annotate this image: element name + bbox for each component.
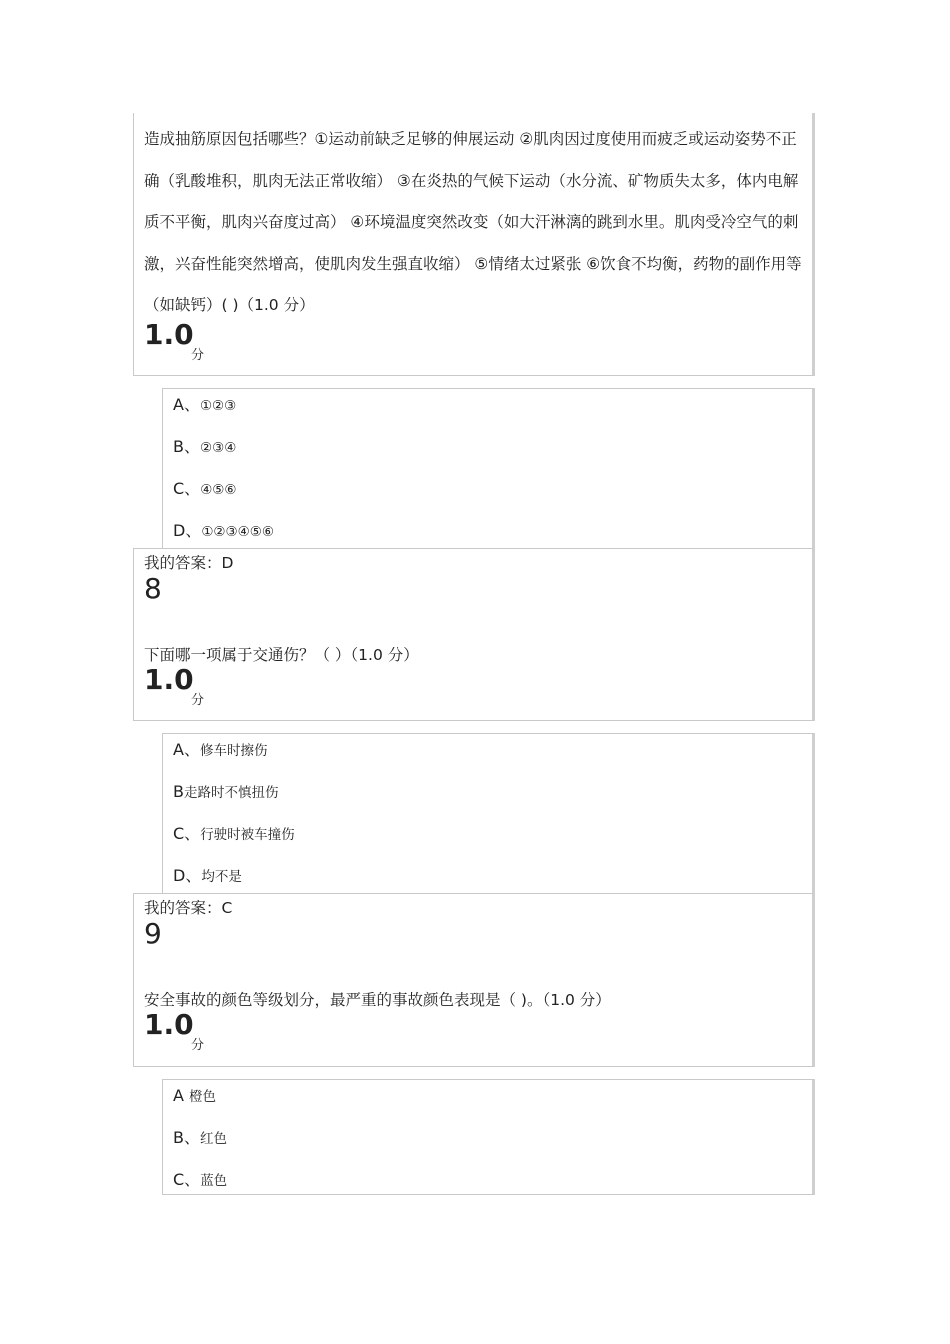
question-9-number: 9: [144, 917, 162, 950]
option-b[interactable]: [173, 439, 236, 456]
question-8-score: 1.0: [144, 663, 194, 696]
option-text: 均不是: [201, 869, 242, 885]
question-8-options: [162, 733, 815, 893]
question-9-score: 1.0: [144, 1008, 194, 1041]
option-key: A: [173, 1086, 184, 1105]
option-d[interactable]: [173, 523, 274, 540]
question-8-number: 8: [144, 572, 162, 605]
option-text: 蓝色: [200, 1173, 228, 1189]
option-b[interactable]: [173, 1130, 227, 1147]
option-text: ①②③④⑤⑥: [201, 524, 274, 540]
option-c[interactable]: [173, 481, 237, 498]
option-key: B、: [173, 1128, 200, 1147]
option-text: ④⑤⑥: [200, 482, 237, 498]
question-9-options: [162, 1079, 815, 1195]
question-7-score-unit: 分: [191, 348, 205, 363]
option-key: D、: [173, 521, 202, 540]
option-text: ②③④: [199, 440, 237, 456]
question-8-box: [133, 572, 815, 721]
option-a[interactable]: [173, 1088, 216, 1105]
question-7-text: 造成抽筋原因包括哪些？①运动前缺乏足够的伸展运动 ②肌肉因过度使用而疲乏或运动姿势不正确（乳酸堆积，肌肉无法正常收缩） ③在炎热的气候下运动（水分流、矿物质失太多，体内电解质不平衡，肌肉兴奋度过高） ④环境温度突然改变（如大汗淋漓的跳到水里。肌肉受冷空气的刺激，兴奋性能突然增高，使肌肉发生强直收缩） ⑤情绪太过紧张 ⑥饮食不均衡，药物的副作用等（如缺钙）( )（1.0 分）: [144, 130, 802, 314]
question-7-options: [162, 388, 815, 548]
question-8-text: 下面哪一项属于交通伤？（ ）（1.0 分）: [144, 646, 419, 664]
option-key: B、: [173, 437, 200, 456]
question-7-box: [133, 113, 815, 376]
question-8-score-unit: 分: [191, 693, 205, 708]
option-b[interactable]: [173, 784, 278, 801]
option-key: A、: [173, 395, 200, 414]
question-9-text: 安全事故的颜色等级划分，最严重的事故颜色表现是（ )。（1.0 分）: [144, 991, 611, 1009]
option-key: C、: [173, 824, 201, 843]
option-d[interactable]: [173, 868, 242, 885]
option-key: A、: [173, 740, 200, 759]
option-a[interactable]: [173, 742, 267, 759]
question-7-score: 1.0: [144, 318, 194, 351]
question-9-score-unit: 分: [191, 1038, 205, 1053]
question-8-my-answer: 我的答案：C: [133, 893, 815, 924]
option-text: 红色: [199, 1131, 227, 1147]
option-key: C、: [173, 1170, 201, 1189]
option-text: 橙色: [189, 1089, 217, 1105]
option-c[interactable]: [173, 826, 295, 843]
option-text: 修车时擦伤: [199, 743, 268, 759]
option-key: D、: [173, 866, 202, 885]
question-7-my-answer: 我的答案：D: [133, 548, 815, 579]
option-c[interactable]: [173, 1172, 227, 1189]
option-key: B: [173, 782, 184, 801]
option-text: 行驶时被车撞伤: [200, 827, 295, 843]
option-text: ①②③: [199, 398, 237, 414]
option-key: C、: [173, 479, 201, 498]
question-9-box: [133, 917, 815, 1067]
option-a[interactable]: [173, 397, 236, 414]
option-text: 走路时不慎扭伤: [183, 785, 279, 801]
